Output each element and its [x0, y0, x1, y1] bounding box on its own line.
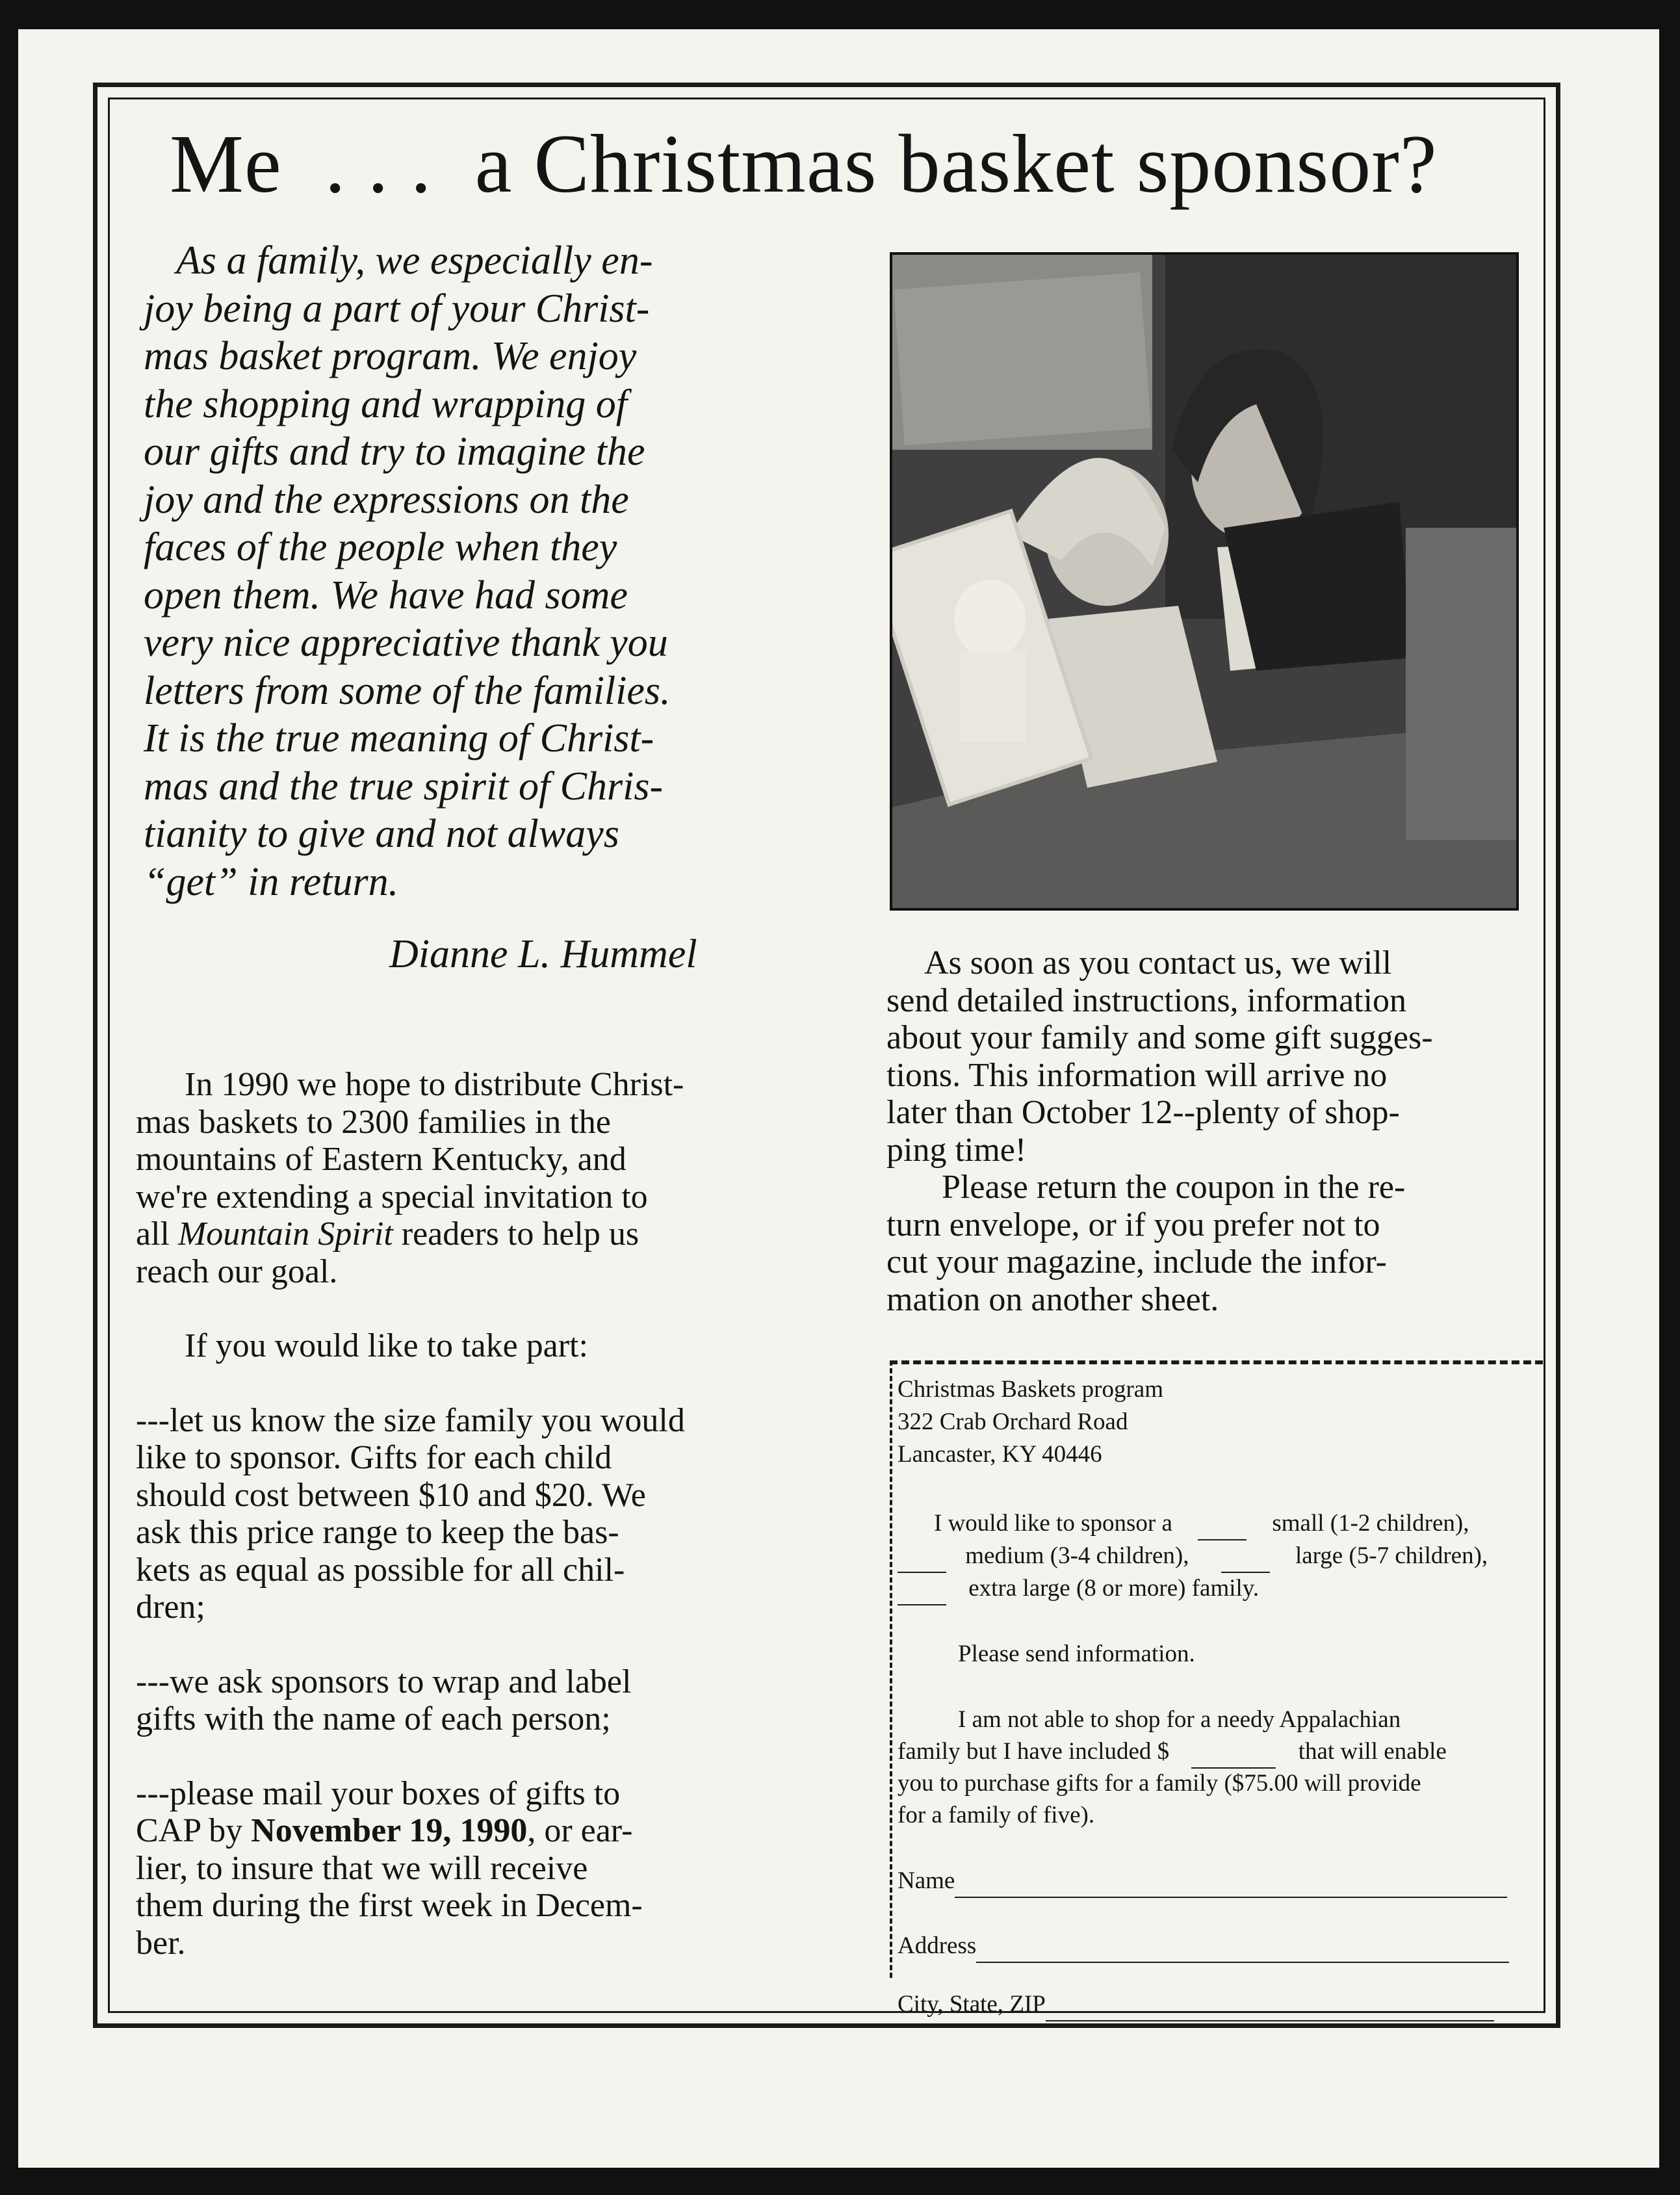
xlarge-size-blank[interactable] [898, 1572, 946, 1605]
page-border-inner [108, 97, 1545, 2018]
address-input-line[interactable] [976, 1930, 1509, 1963]
quote-signature: Dianne L. Hummel [389, 932, 697, 976]
children-gifts-photo [890, 252, 1519, 911]
quote-line: open them. We have had some [144, 573, 628, 617]
donation-amount-blank[interactable] [1191, 1735, 1276, 1769]
deadline-date: November 19, 1990 [251, 1812, 528, 1849]
testimonial-quote [144, 237, 872, 906]
coupon-sponsor-line: extra large (8 or more) family. [898, 1572, 1259, 1605]
body-line: cut your magazine, include the infor- [886, 1243, 1387, 1280]
magazine-page [18, 29, 1659, 2168]
page-border-outer [93, 83, 1560, 2028]
headline: Me . . . a Christmas basket sponsor? [170, 118, 1438, 210]
coupon-cut-line [890, 1360, 1543, 1364]
quote-line: faces of the people when they [144, 525, 617, 569]
quote-line: “get” in return. [144, 859, 399, 904]
body-line: If you would like to take part: [185, 1327, 588, 1364]
sponsor-coupon [890, 1360, 1540, 2018]
body-line: tions. This information will arrive no [886, 1056, 1388, 1094]
body-line: CAP by November 19, 1990, or ear- [136, 1812, 633, 1849]
quote-line: joy being a part of your Christ- [144, 286, 650, 331]
body-line: all Mountain Spirit readers to help us [136, 1215, 640, 1253]
body-line: should cost between $10 and $20. We [136, 1476, 646, 1514]
coupon-sponsor-line: I would like to sponsor a small (1-2 children), [934, 1507, 1469, 1540]
body-line: turn envelope, or if you prefer not to [886, 1206, 1380, 1243]
donation-line: I am not able to shop for a needy Appalachian [958, 1706, 1401, 1733]
coupon-address-line: 322 Crab Orchard Road [898, 1409, 1128, 1435]
body-line: later than October 12--plenty of shop- [886, 1094, 1400, 1131]
coupon-address-line: Lancaster, KY 40446 [898, 1441, 1102, 1468]
body-line: about your family and some gift sugges- [886, 1019, 1433, 1056]
right-column-body [886, 944, 1530, 1318]
body-line: reach our goal. [136, 1253, 338, 1290]
body-line: As soon as you contact us, we will [924, 944, 1392, 981]
body-line: ---please mail your boxes of gifts to [136, 1774, 621, 1812]
city-state-zip-field [898, 1988, 1494, 2021]
body-line: dren; [136, 1589, 205, 1626]
small-size-blank[interactable] [1198, 1507, 1247, 1540]
quote-line: mas basket program. We enjoy [144, 334, 637, 378]
name-field [898, 1865, 1507, 1898]
body-line: we're extending a special invitation to [136, 1178, 648, 1215]
body-line: kets as equal as possible for all chil- [136, 1551, 625, 1589]
body-line: mas baskets to 2300 families in the [136, 1103, 611, 1141]
quote-line: As a family, we especially en- [176, 239, 653, 283]
body-line: mountains of Eastern Kentucky, and [136, 1141, 627, 1178]
quote-line: very nice appreciative thank you [144, 621, 668, 665]
quote-line: joy and the expressions on the [144, 477, 629, 522]
send-info-option: Please send information. [958, 1641, 1195, 1667]
city-state-zip-input-line[interactable] [1046, 1988, 1494, 2021]
quote-line: tianity to give and not always [144, 812, 619, 856]
quote-line: mas and the true spirit of Chris- [144, 764, 664, 809]
name-label: Name [898, 1867, 955, 1894]
quote-line: letters from some of the families. [144, 668, 671, 713]
coupon-cut-line [890, 1360, 892, 1978]
medium-size-blank[interactable] [898, 1540, 946, 1573]
address-field [898, 1930, 1509, 1963]
city-state-zip-label: City, State, ZIP [898, 1991, 1046, 2018]
large-size-blank[interactable] [1221, 1540, 1270, 1573]
donation-line: family but I have included $ that will enable [898, 1735, 1447, 1769]
quote-line: our gifts and try to imagine the [144, 430, 645, 474]
donation-line: you to purchase gifts for a family ($75.00 will provide [898, 1770, 1421, 1797]
body-line: Please return the coupon in the re- [942, 1169, 1406, 1206]
donation-line: for a family of five). [898, 1802, 1095, 1828]
coupon-sponsor-line: medium (3-4 children), large (5-7 children), [898, 1540, 1488, 1573]
body-line: ---let us know the size family you would [136, 1401, 685, 1439]
body-line: lier, to insure that we will receive [136, 1849, 588, 1887]
body-line: ask this price range to keep the bas- [136, 1514, 619, 1551]
body-line: send detailed instructions, information [886, 981, 1407, 1019]
body-line: In 1990 we hope to distribute Christ- [185, 1066, 684, 1103]
coupon-address-line: Christmas Baskets program [898, 1376, 1164, 1403]
body-line: gifts with the name of each person; [136, 1700, 611, 1737]
quote-line: It is the true meaning of Christ- [144, 716, 654, 760]
magazine-title: Mountain Spirit [177, 1215, 393, 1253]
body-line: ---we ask sponsors to wrap and label [136, 1663, 632, 1700]
quote-line: the shopping and wrapping of [144, 382, 628, 426]
left-column-body [136, 1066, 857, 1962]
body-line: mation on another sheet. [886, 1280, 1219, 1318]
body-line: them during the first week in Decem- [136, 1887, 643, 1924]
body-line: ping time! [886, 1131, 1027, 1169]
body-line: like to sponsor. Gifts for each child [136, 1439, 612, 1476]
body-line: ber. [136, 1924, 186, 1962]
name-input-line[interactable] [955, 1865, 1507, 1898]
address-label: Address [898, 1932, 977, 1959]
